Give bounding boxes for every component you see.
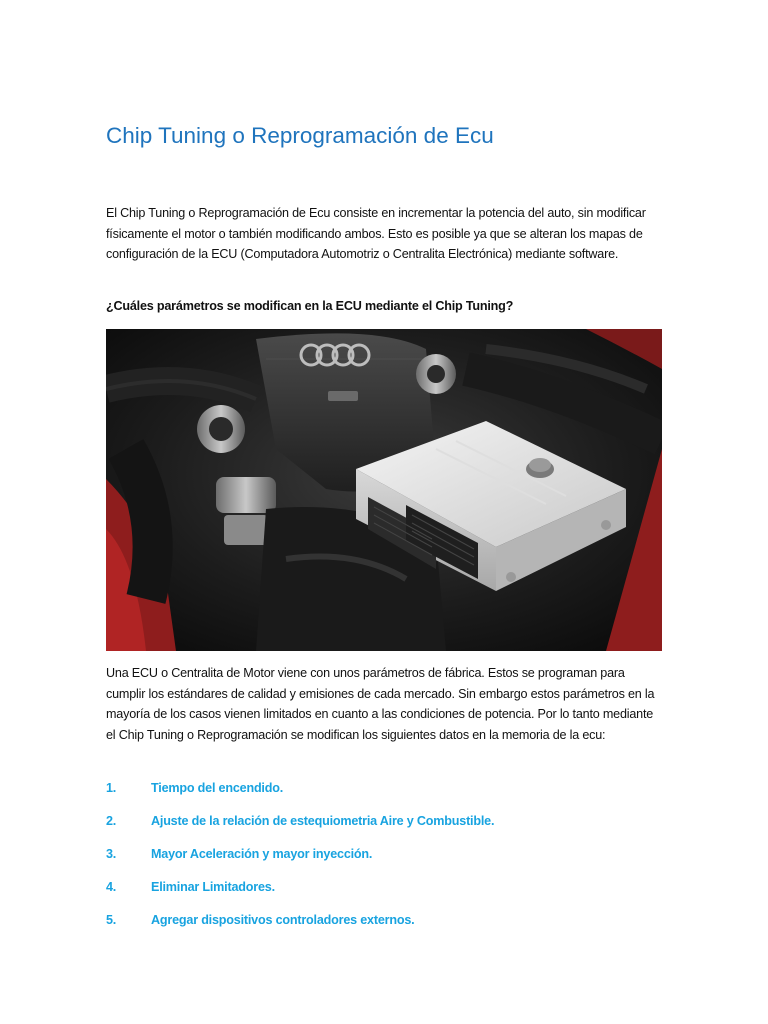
list-number: 2. [106, 814, 117, 828]
engine-ecu-photo [106, 329, 662, 651]
list-number: 4. [106, 880, 117, 894]
list-item [106, 778, 662, 811]
list-item [106, 811, 662, 844]
page-title: Chip Tuning o Reprogramación de Ecu [106, 123, 494, 148]
list-text: Eliminar Limitadores. [151, 880, 275, 894]
body-paragraph: Una ECU o Centralita de Motor viene con unos parámetros de fábrica. Estos se programan para cumplir los estándares de calidad y emisiones de cada mercado. Sin embargo estos parámetros en la mayoría de los casos vienen limitados en cuanto a las condiciones de potencia. Por lo tanto mediante el Chip Tuning o Reprogramación se modifican los siguientes datos en la memoria de la ecu: [106, 666, 655, 742]
list-text: Tiempo del encendido. [151, 781, 284, 795]
list-text: Ajuste de la relación de estequiometria Aire y Combustible. [151, 814, 495, 828]
list-number: 5. [106, 913, 117, 927]
list-item [106, 910, 662, 943]
modified-parameters-list [106, 778, 662, 943]
list-text: Mayor Aceleración y mayor inyección. [151, 847, 373, 861]
list-item [106, 877, 662, 910]
list-text: Agregar dispositivos controladores externos. [151, 913, 415, 927]
list-number: 3. [106, 847, 117, 861]
intro-paragraph: El Chip Tuning o Reprogramación de Ecu consiste en incrementar la potencia del auto, sin modificar físicamente el motor o también modificando ambos. Esto es posible ya que se alteran los mapas de configuración de la ECU (Computadora Automotriz o Centralita Electrónica) mediante software. [106, 206, 646, 262]
list-item [106, 844, 662, 877]
list-number: 1. [106, 781, 117, 795]
question-heading: ¿Cuáles parámetros se modifican en la ECU mediante el Chip Tuning? [106, 299, 514, 313]
